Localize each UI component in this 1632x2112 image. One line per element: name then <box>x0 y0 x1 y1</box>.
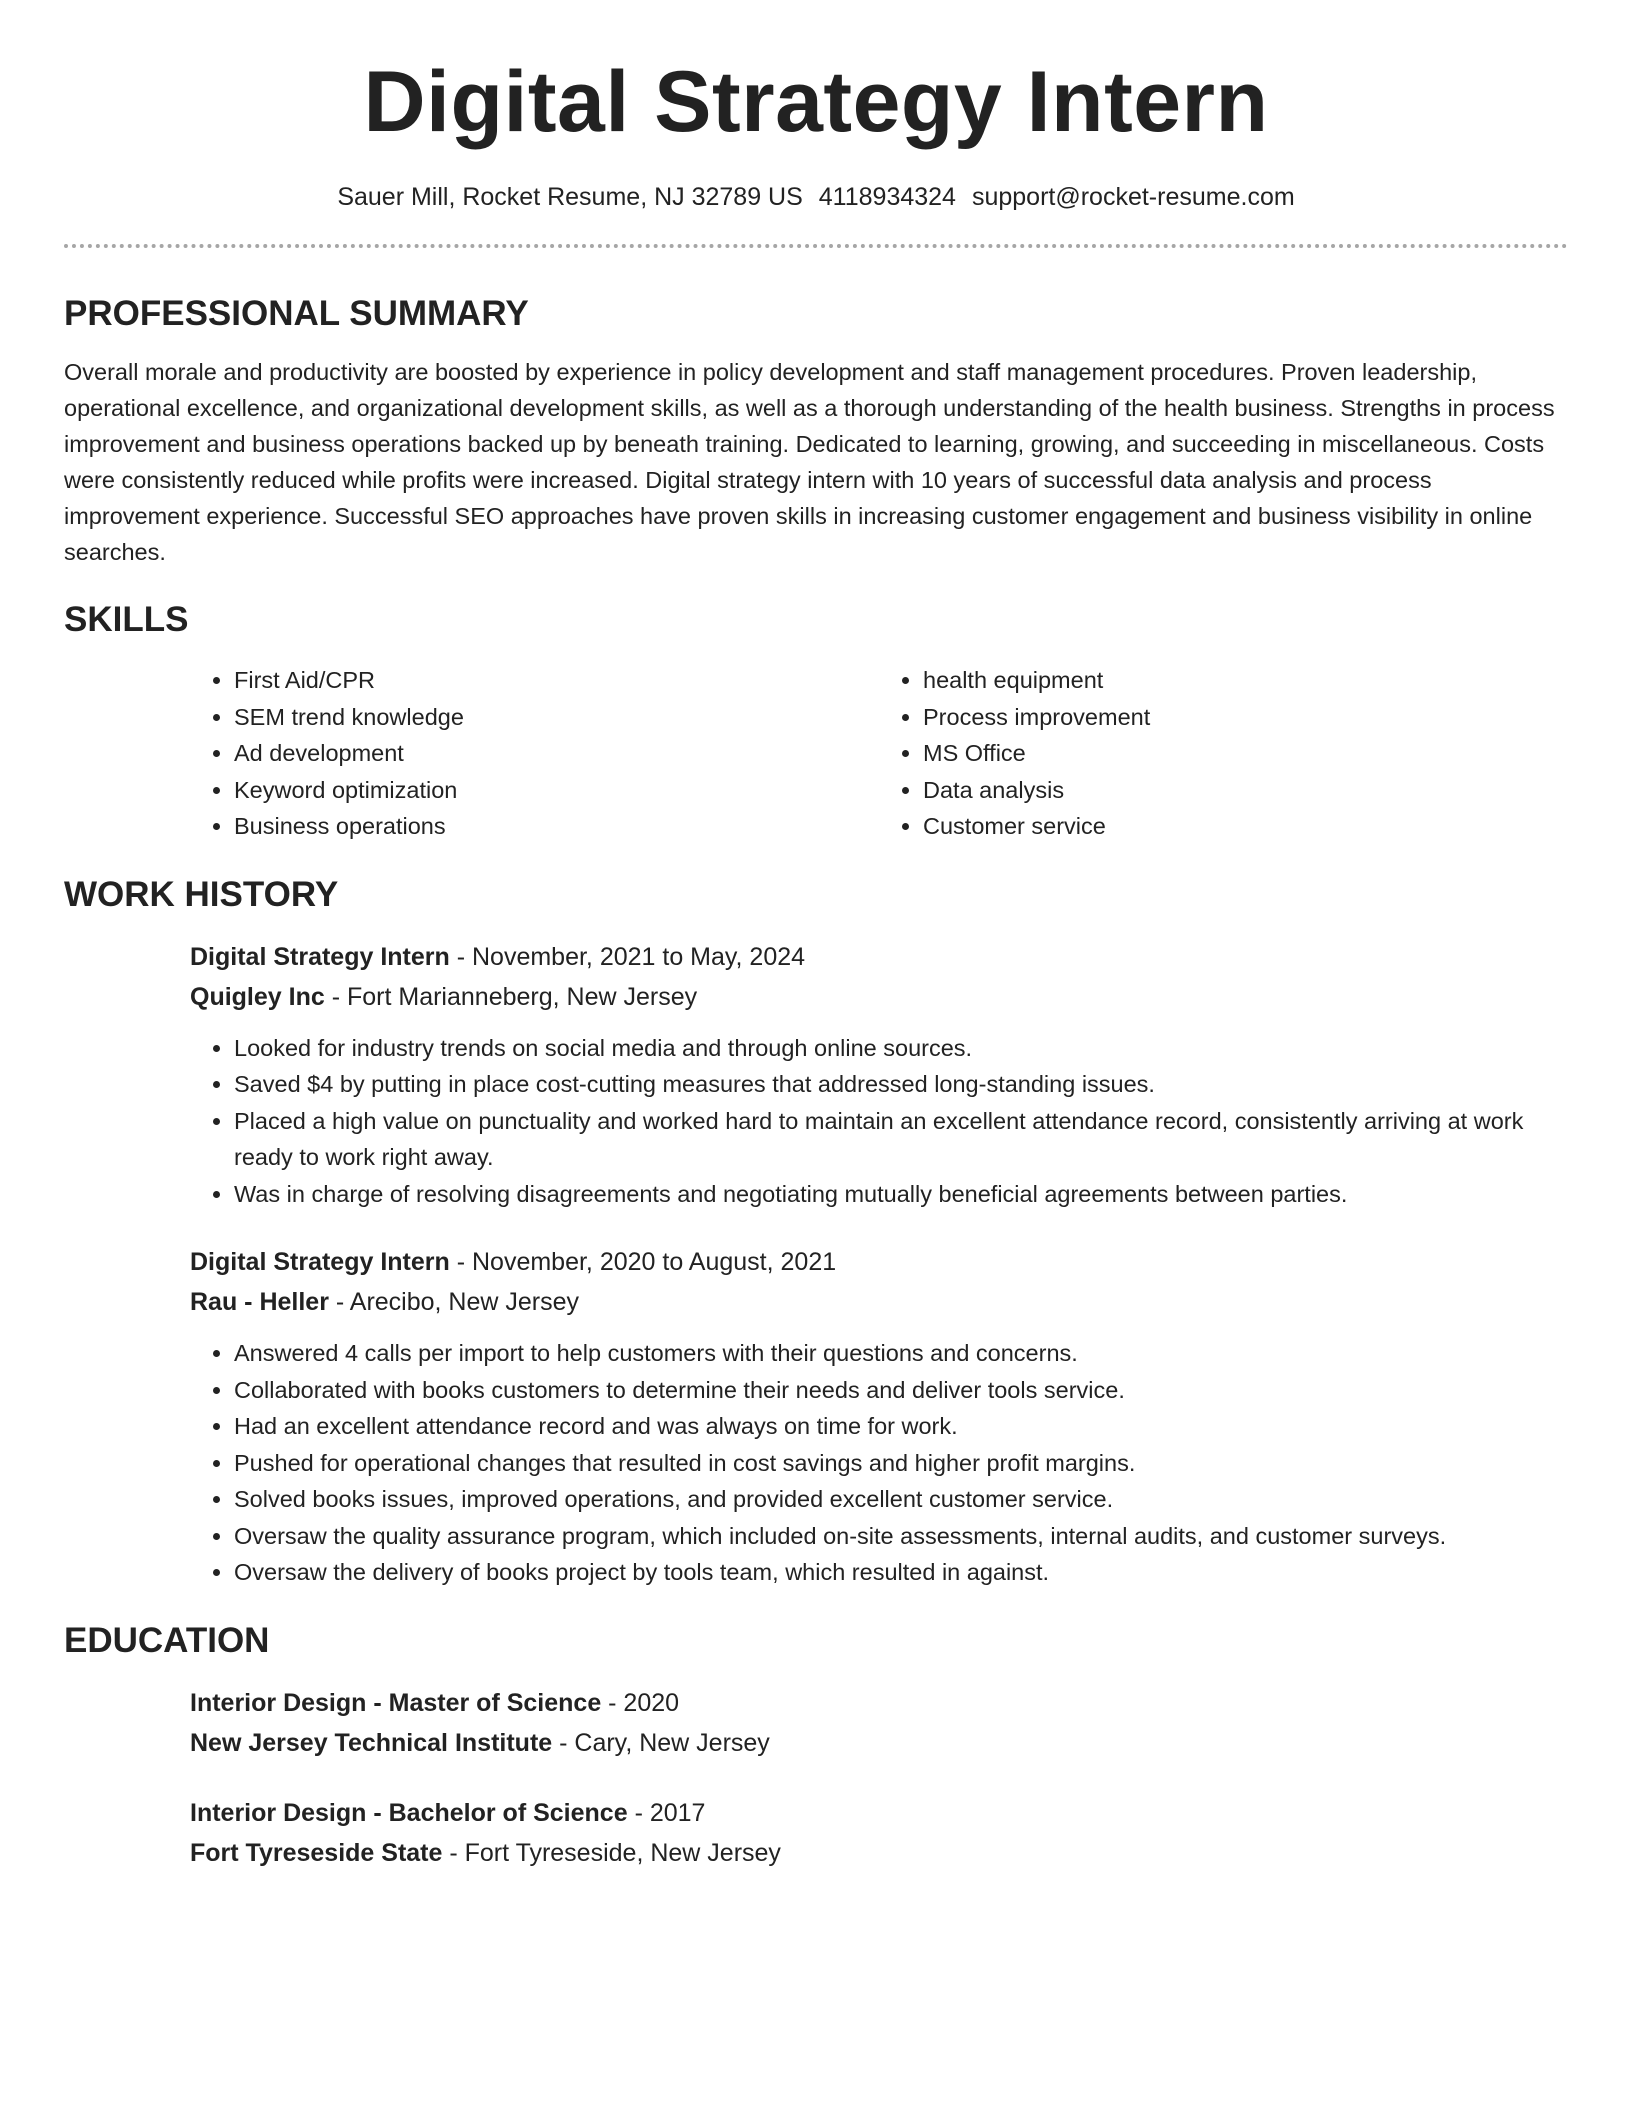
education-entry <box>190 1793 1568 1873</box>
header-divider <box>64 244 1568 248</box>
skill-item: • Business operations <box>234 808 879 845</box>
skills-heading: SKILLS <box>64 600 189 639</box>
job-bullet: • Looked for industry trends on social media and through online sources. <box>234 1030 1568 1067</box>
contact-email: support@rocket-resume.com <box>971 183 1295 211</box>
skills-column-right <box>879 662 1568 845</box>
job-location: - Fort Marianneberg, New Jersey <box>324 982 698 1011</box>
education-school-line <box>190 1723 1568 1763</box>
skills-list <box>190 662 1568 845</box>
education-degree: Interior Design - Bachelor of Science <box>190 1798 628 1827</box>
job-title-line <box>190 937 1568 977</box>
education-entry <box>190 1683 1568 1763</box>
job-company: Rau - Heller <box>190 1288 329 1316</box>
job-bullet: • Solved books issues, improved operations, and provided excellent customer service. <box>234 1481 1568 1518</box>
skill-item: • health equipment <box>923 662 1568 699</box>
job-company-line <box>190 977 1568 1017</box>
job-company-line <box>190 1282 1568 1322</box>
work-heading: WORK HISTORY <box>64 874 339 914</box>
job-bullet: • Collaborated with books customers to determine their needs and deliver tools service. <box>234 1372 1568 1409</box>
skill-item: • MS Office <box>923 735 1568 772</box>
education-year: - 2020 <box>601 1688 680 1717</box>
job-bullet: • Oversaw the quality assurance program, which included on-site assessments, internal audits, and customer surveys. <box>234 1518 1568 1555</box>
job-bullet: • Pushed for operational changes that resulted in cost savings and higher profit margins. <box>234 1445 1568 1482</box>
job-entry <box>190 1242 1568 1591</box>
skills-column-left <box>190 662 879 845</box>
resume-name: Digital Strategy Intern <box>363 54 1269 150</box>
job-bullet: • Had an excellent attendance record and was always on time for work. <box>234 1408 1568 1445</box>
job-dates: - November, 2021 to May, 2024 <box>449 942 806 971</box>
job-role: Digital Strategy Intern <box>190 942 450 971</box>
education-school: New Jersey Technical Institute <box>190 1728 553 1757</box>
job-location: - Arecibo, New Jersey <box>328 1288 580 1316</box>
education-location: - Fort Tyreseside, New Jersey <box>442 1838 781 1867</box>
education-year: - 2017 <box>627 1798 706 1827</box>
education-degree: Interior Design - Master of Science <box>190 1688 602 1717</box>
skill-item: • SEM trend knowledge <box>234 699 879 736</box>
skill-item: • Data analysis <box>923 772 1568 809</box>
summary-text: Overall morale and productivity are boosted by experience in policy development and staff management procedures. Proven leadership, operational excellence, and organizational development skills, as well as a thorough understanding of the health business. Strengths in process improvement and business operations backed up by beneath training. Dedicated to learning, growing, and succeeding in miscellaneous. Costs were consistently reduced while profits were increased. Digital strategy intern with 10 years of successful data analysis and process improvement experience. Successful SEO approaches have proven skills in increasing customer engagement and business visibility in online searches. <box>64 359 1555 565</box>
education-degree-line <box>190 1683 1568 1723</box>
education-location: - Cary, New Jersey <box>552 1728 770 1757</box>
job-dates: - November, 2020 to August, 2021 <box>449 1248 837 1276</box>
contact-line <box>64 180 1568 214</box>
job-title-line <box>190 1242 1568 1282</box>
education-degree-line <box>190 1793 1568 1833</box>
job-bullet: • Answered 4 calls per import to help customers with their questions and concerns. <box>234 1335 1568 1372</box>
summary-heading: PROFESSIONAL SUMMARY <box>64 294 529 333</box>
job-bullet: • Was in charge of resolving disagreements and negotiating mutually beneficial agreements between parties. <box>234 1176 1568 1213</box>
skill-item: • Customer service <box>923 808 1568 845</box>
education-school-line <box>190 1833 1568 1873</box>
job-bullets <box>190 1030 1568 1213</box>
job-entry <box>190 937 1568 1213</box>
resume-page <box>64 0 1568 1873</box>
job-company: Quigley Inc <box>190 982 325 1011</box>
job-bullet: • Saved $4 by putting in place cost-cutting measures that addressed long-standing issues. <box>234 1066 1568 1103</box>
job-bullet: • Oversaw the delivery of books project by tools team, which resulted in against. <box>234 1554 1568 1591</box>
contact-address: Sauer Mill, Rocket Resume, NJ 32789 US <box>337 183 803 211</box>
job-bullets <box>190 1335 1568 1591</box>
education-school: Fort Tyreseside State <box>190 1838 443 1867</box>
contact-phone: 4118934324 <box>818 183 956 211</box>
education-heading: EDUCATION <box>64 1620 270 1660</box>
job-role: Digital Strategy Intern <box>190 1248 450 1276</box>
job-bullet: • Placed a high value on punctuality and worked hard to maintain an excellent attendance record, consistently arriving at work ready to work right away. <box>234 1103 1568 1176</box>
skill-item: • Ad development <box>234 735 879 772</box>
skill-item: • Process improvement <box>923 699 1568 736</box>
skill-item: • First Aid/CPR <box>234 662 879 699</box>
skill-item: • Keyword optimization <box>234 772 879 809</box>
